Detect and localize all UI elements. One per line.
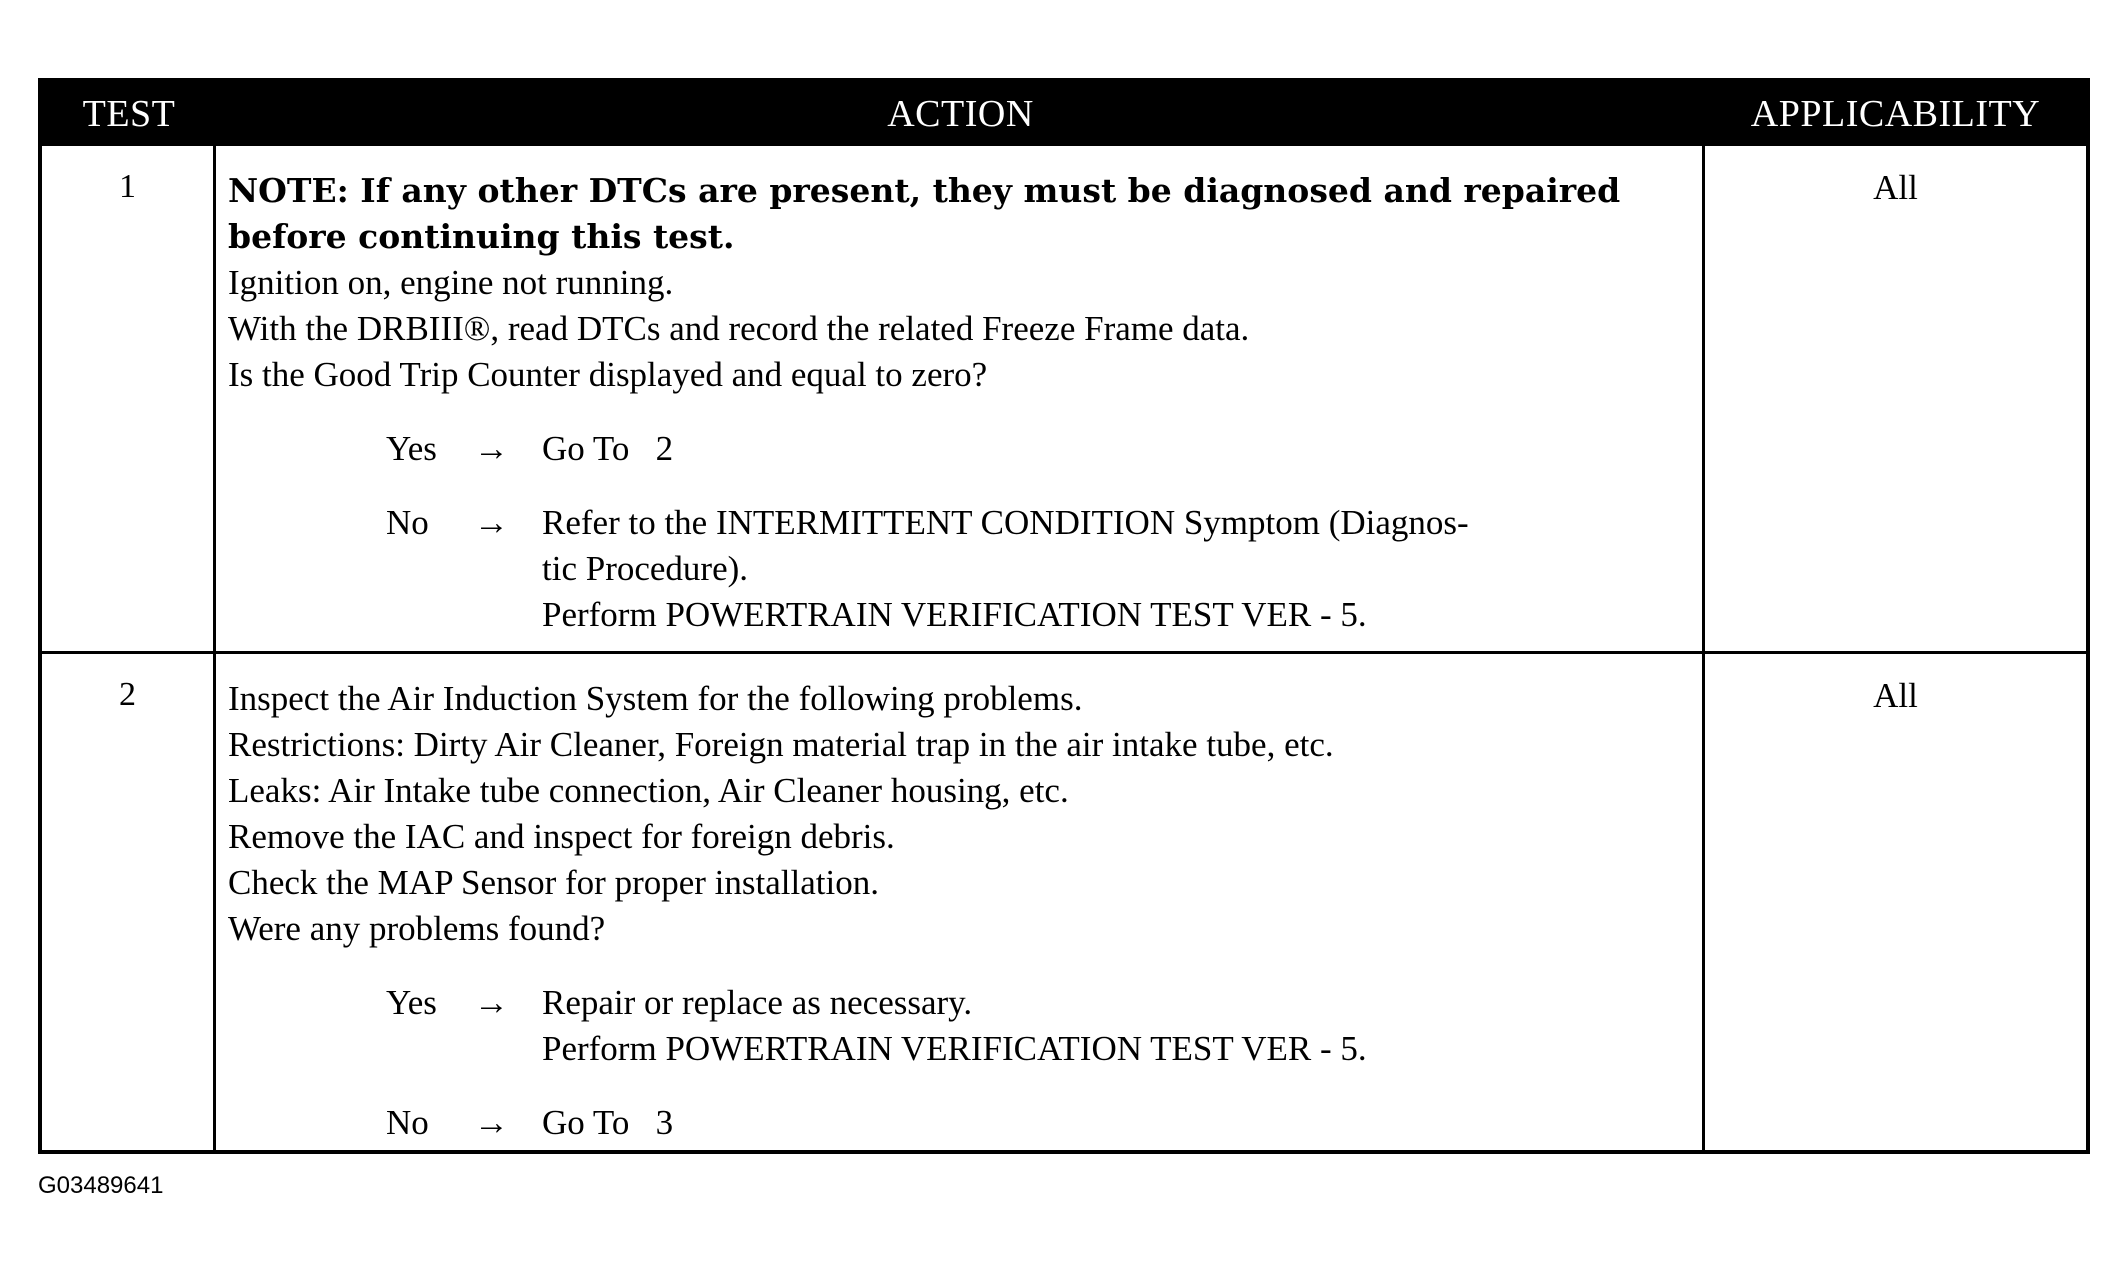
action-line: With the DRBIII®, read DTCs and record the related Freeze Frame data.	[228, 309, 1250, 348]
arrow-right-icon: →	[474, 429, 509, 468]
dest-line: Perform POWERTRAIN VERIFICATION TEST VER - 5.	[542, 1029, 1367, 1068]
applicability-value: All	[1873, 676, 1918, 715]
dest-line: Refer to the INTERMITTENT CONDITION Symptom (Diagnos-	[542, 503, 1469, 542]
answer-label: Yes	[386, 429, 437, 468]
table-row	[42, 146, 2086, 651]
note-text	[228, 168, 1690, 260]
action-line: Were any problems found?	[228, 909, 606, 948]
dest-line: Go To 3	[542, 1103, 674, 1142]
result-destination	[542, 1100, 1690, 1146]
answer-label: Yes	[386, 983, 437, 1022]
table-header-row	[42, 82, 2086, 146]
result-no	[386, 1100, 1690, 1146]
diagnostic-test-table	[38, 78, 2090, 1154]
action-line: Ignition on, engine not running.	[228, 263, 674, 302]
dest-line: tic Procedure).	[542, 549, 749, 588]
result-no	[386, 500, 1690, 638]
header-action: ACTION	[887, 93, 1034, 135]
arrow-right-icon: →	[474, 503, 509, 542]
action-line: Inspect the Air Induction System for the following problems.	[228, 679, 1083, 718]
header-test: TEST	[82, 93, 176, 135]
test-number: 1	[42, 146, 216, 651]
answer-label: No	[386, 503, 429, 542]
answer-label: No	[386, 1103, 429, 1142]
table-row	[42, 651, 2086, 1150]
action-cell	[216, 654, 1705, 1150]
action-line: Remove the IAC and inspect for foreign debris.	[228, 817, 895, 856]
dest-line: Perform POWERTRAIN VERIFICATION TEST VER - 5.	[542, 595, 1367, 634]
result-destination	[542, 500, 1690, 638]
note-line: before continuing this test.	[228, 217, 735, 256]
action-cell	[216, 146, 1705, 651]
applicability-value: All	[1873, 168, 1918, 207]
figure-id: G03489641	[38, 1172, 164, 1199]
result-destination	[542, 426, 1690, 472]
action-line: Check the MAP Sensor for proper installation.	[228, 863, 879, 902]
result-yes	[386, 426, 1690, 472]
test-number: 2	[42, 654, 216, 1150]
action-line: Restrictions: Dirty Air Cleaner, Foreign material trap in the air intake tube, etc.	[228, 725, 1334, 764]
dest-line: Repair or replace as necessary.	[542, 983, 973, 1022]
header-applicability: APPLICABILITY	[1750, 93, 2041, 135]
result-yes	[386, 980, 1690, 1072]
arrow-right-icon: →	[474, 983, 509, 1022]
action-line: Leaks: Air Intake tube connection, Air Cleaner housing, etc.	[228, 771, 1069, 810]
action-line: Is the Good Trip Counter displayed and equal to zero?	[228, 355, 988, 394]
dest-line: Go To 2	[542, 429, 674, 468]
note-line: NOTE: If any other DTCs are present, they must be diagnosed and repaired	[228, 171, 1621, 210]
result-destination	[542, 980, 1690, 1072]
arrow-right-icon: →	[474, 1103, 509, 1142]
